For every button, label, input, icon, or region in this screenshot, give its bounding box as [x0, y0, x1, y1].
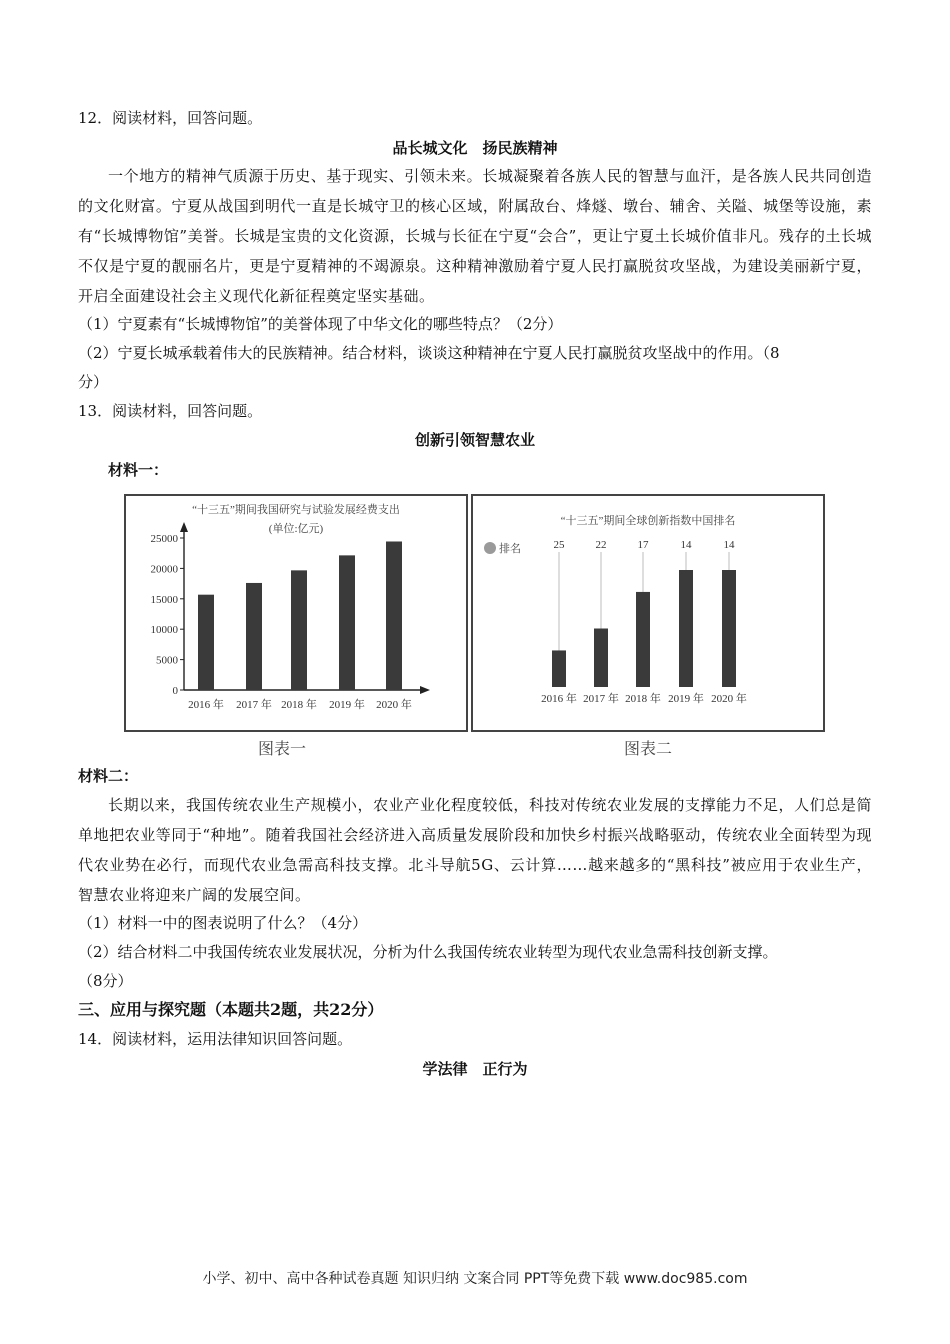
chart2-data-label: 25 [553, 539, 565, 551]
chart1-frame [124, 494, 468, 732]
q14-title: 学法律 正行为 [422, 1060, 528, 1078]
material2-label: 材料二： [78, 767, 139, 785]
chart2-legend-marker [484, 542, 496, 554]
q12-material: 一个地方的精神气质源于历史、基于现实、引领未来。长城凝聚着各族人民的智慧与血汗，是各族人民共同创造的文化财富。宁夏从战国到明代一直是长城守卫的核心区域，附属敌台、烽燧、墩台、辅舍、关隘、城堡等设施，素有“长城博物馆”美誉。长城是宝贵的文化资源，长城与长征在宁夏“会合”，更让宁夏土长城价值非凡。残存的土长城不仅是宁夏的靓丽名片，更是宁夏精神的不竭源泉。这种精神激励着宁夏人民打赢脱贫攻坚战，为建设美丽新宁夏，开启全面建设社会主义现代化新征程奠定坚实基础。 [78, 167, 872, 305]
chart2-caption: 图表二 [624, 739, 673, 758]
chart1-title: “十三五”期间我国研究与试验发展经费支出 [192, 504, 400, 516]
q13-sub2-line2: （8分） [78, 972, 133, 990]
q12-sub2-line1: （2）宁夏长城承载着伟大的民族精神。结合材料，谈谈这种精神在宁夏人民打赢脱贫攻坚战中的作用。（8 [78, 344, 780, 362]
chart1-xtick-label: 2018 年 [281, 699, 317, 711]
chart1-ytick-label: 25000 [150, 533, 178, 545]
chart2-data-label: 14 [680, 539, 692, 551]
chart1-ytick-label: 5000 [156, 654, 178, 667]
q12-sub2-line2: 分） [78, 373, 109, 391]
q14-stem: 14．阅读材料，运用法律知识回答问题。 [78, 1030, 353, 1048]
chart1-x-arrow [420, 686, 430, 694]
chart2-xtick-label: 2018 年 [625, 693, 661, 705]
chart1-bar [291, 570, 307, 690]
chart1-bar [339, 555, 355, 690]
page-footer: 小学、初中、高中各种试卷真题 知识归纳 文案合同 PPT等免费下载 www.doc985.com [202, 1271, 748, 1287]
chart1-bars [188, 541, 412, 711]
chart2-bar [722, 570, 736, 687]
chart1-ytick-label: 10000 [150, 624, 178, 637]
q13-material2: 长期以来，我国传统农业生产规模小，农业产业化程度较低，科技对传统农业发展的支撑能力不足，人们总是简单地把农业等同于“种地”。随着我国社会经济进入高质量发展阶段和加快乡村振兴战略驱动，传统农业全面转型为现代农业势在必行，而现代农业急需高科技支撑。北斗导航5G、云计算……越来越多的“黑科技”被应用于农业生产，智慧农业将迎来广阔的发展空间。 [78, 796, 872, 904]
chart1-ytick-label: 0 [172, 685, 178, 697]
chart2-bar [594, 629, 608, 688]
chart2-xtick-label: 2020 年 [711, 693, 747, 705]
chart2-xtick-label: 2017 年 [583, 693, 619, 705]
material1-label: 材料一： [108, 461, 169, 479]
chart1-svg [126, 496, 466, 730]
chart2-bar [679, 570, 693, 687]
q12-sub1: （1）宁夏素有“长城博物馆”的美誉体现了中华文化的哪些特点？（2分） [78, 315, 563, 333]
chart1-bar [386, 541, 402, 690]
chart1-xtick-label: 2019 年 [329, 699, 365, 711]
chart1-subtitle: (单位:亿元) [268, 523, 324, 535]
chart2-bars [541, 539, 747, 705]
q13-sub1: （1）材料一中的图表说明了什么？（4分） [78, 914, 368, 932]
section3-heading: 三、应用与探究题（本题共2题，共22分） [78, 1000, 384, 1019]
chart2-legend-label: 排名 [499, 543, 521, 555]
chart2-frame [471, 494, 825, 732]
chart1-ytick-label: 20000 [150, 563, 178, 576]
chart2-bar [552, 650, 566, 687]
q12-stem: 12．阅读材料，回答问题。 [78, 109, 263, 127]
chart2-data-label: 22 [595, 539, 607, 551]
chart1-xtick-label: 2017 年 [236, 699, 272, 711]
chart1-bar [246, 583, 262, 690]
q12-title: 品长城文化 扬民族精神 [392, 139, 558, 157]
chart1-caption: 图表一 [258, 739, 307, 758]
chart2-xtick-label: 2019 年 [668, 693, 704, 705]
chart1-ytick-label: 15000 [150, 593, 178, 606]
chart2-data-label: 14 [723, 539, 735, 551]
chart1-xtick-label: 2020 年 [376, 699, 412, 711]
chart2-title: “十三五”期间全球创新指数中国排名 [560, 515, 736, 527]
chart2-xtick-label: 2016 年 [541, 693, 577, 705]
chart2-bar [636, 592, 650, 687]
chart1-y-arrow [180, 522, 188, 532]
chart2-svg [473, 496, 823, 730]
chart1-xtick-label: 2016 年 [188, 699, 224, 711]
chart1-bar [198, 595, 214, 690]
q13-sub2-line1: （2）结合材料二中我国传统农业发展状况，分析为什么我国传统农业转型为现代农业急需科技创新支撑。 [78, 943, 778, 961]
chart2-data-label: 17 [637, 539, 649, 551]
q13-stem: 13．阅读材料，回答问题。 [78, 402, 263, 420]
q13-title: 创新引领智慧农业 [414, 431, 535, 449]
